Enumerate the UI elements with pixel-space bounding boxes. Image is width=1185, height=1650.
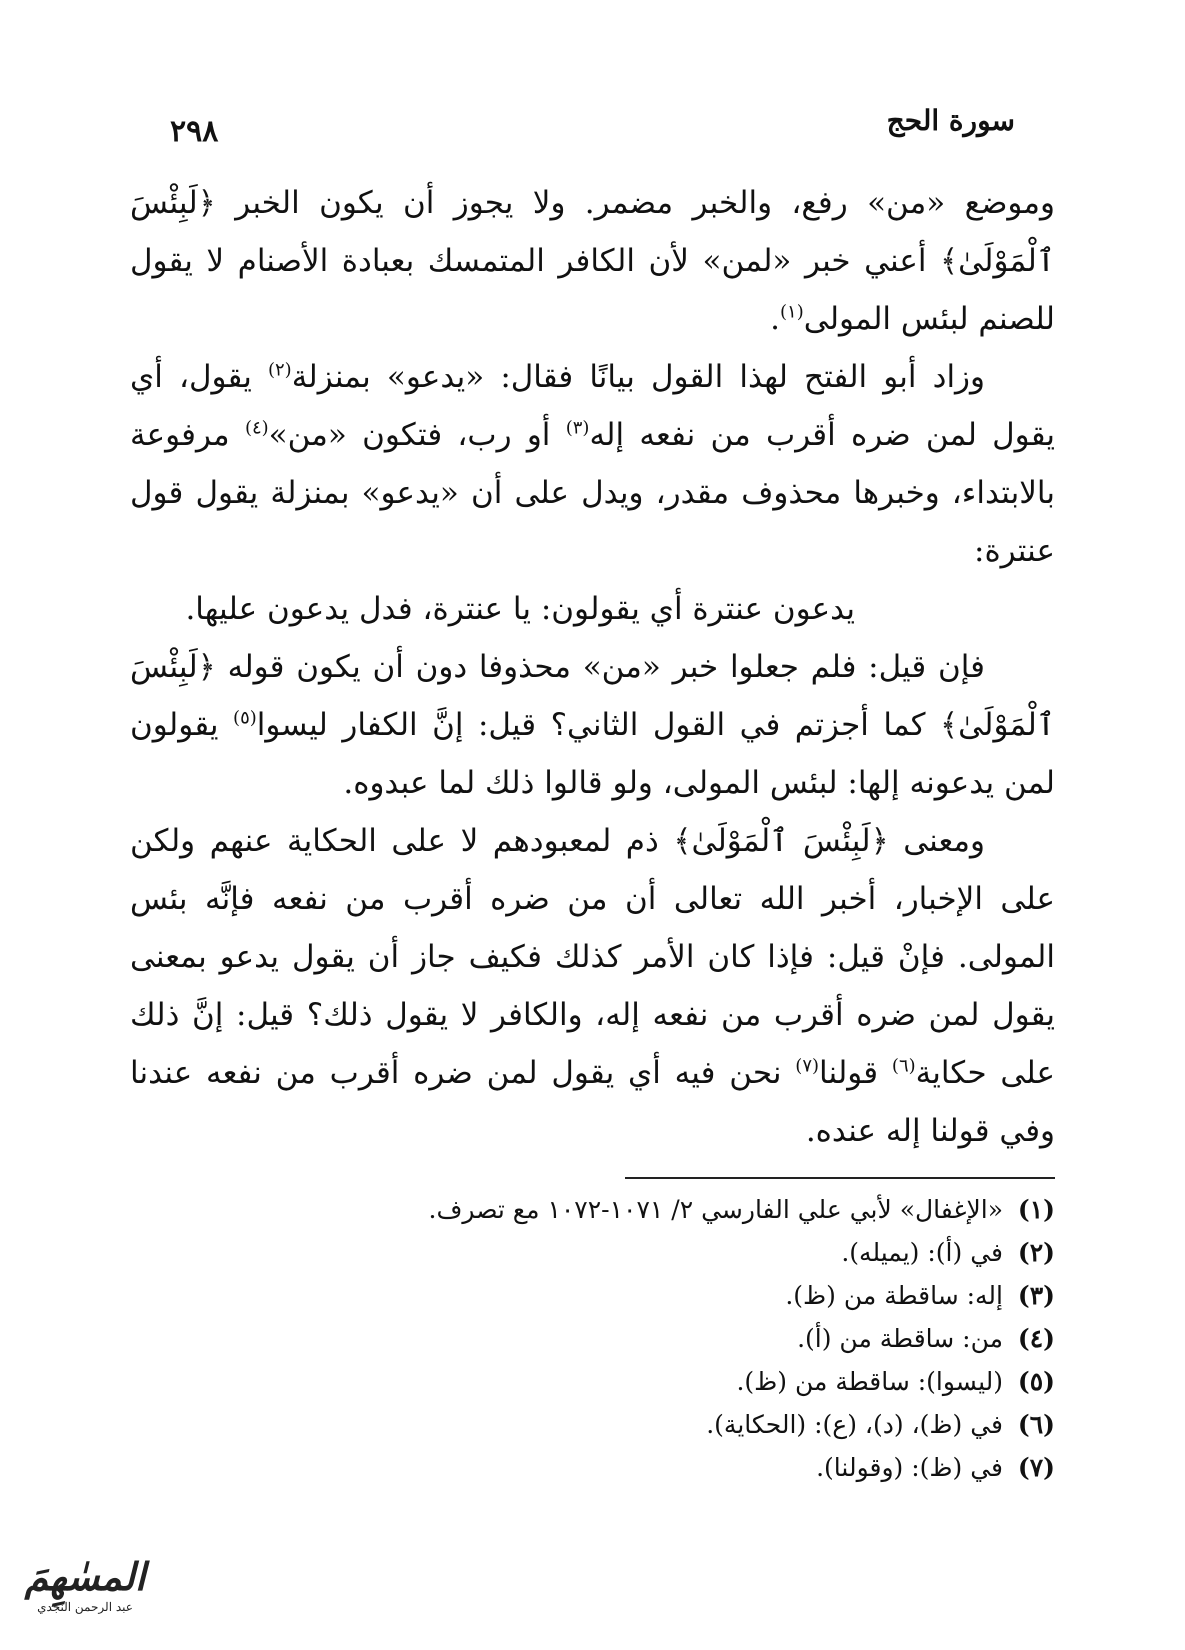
paragraph-text: يقول، أي يقول لمن ضره أقرب من نفعه إله xyxy=(130,359,1056,453)
footnote-number: (٦) xyxy=(1017,1410,1055,1439)
paragraph-text: فإن قيل: فلم جعلوا خبر «من» محذوفا دون أن يكون قوله ﴿لَبِئْسَ ٱلْمَوْلَىٰ﴾ كما أجزتم في القول الثاني؟ قيل: إنَّ الكفار ليسوا xyxy=(130,649,1055,743)
footnote-text: إله: ساقطة من (ظ). xyxy=(785,1281,1003,1310)
paragraph-text: مرفوعة بالابتداء، وخبرها محذوف مقدر، ويدل على أن «يدعو» بمنزلة يقول قول عنترة: xyxy=(130,417,1055,569)
paragraph-text: أو رب، فتكون «من» xyxy=(268,417,566,453)
footnote-ref-3: (٣) xyxy=(565,417,590,439)
footnote-text: «الإغفال» لأبي علي الفارسي ٢/ ١٠٧١-١٠٧٢ مع تصرف. xyxy=(428,1195,1003,1224)
verse-line: يدعون عنترة أي يقولون: يا عنترة، فدل يدعون عليها. xyxy=(185,591,855,627)
page-number: ٢٩٨ xyxy=(170,114,219,149)
footnote-ref-6: (٦) xyxy=(891,1055,916,1077)
footnote-item xyxy=(130,1360,1055,1403)
footnote-number: (١) xyxy=(1017,1195,1055,1224)
footnote-text: (ليسوا): ساقطة من (ظ). xyxy=(736,1367,1003,1396)
footnote-ref-5: (٥) xyxy=(233,707,257,729)
footnotes xyxy=(130,1188,1055,1489)
paragraph-text: وموضع «من» رفع، والخبر مضمر. ولا يجوز أن يكون الخبر ﴿لَبِئْسَ ٱلْمَوْلَىٰ﴾ أعني خبر «لمن» لأن الكافر المتمسك بعبادة الأصنام لا يقول للصنم لبئس المولى xyxy=(130,185,1055,337)
paragraph-text: ومعنى ﴿لَبِئْسَ ٱلْمَوْلَىٰ﴾ ذم لمعبودهم لا على الحكاية عنهم ولكن على الإخبار، أخبر الله تعالى أن من ضره أقرب من نفعه فإنَّه بئس المولى. فإنْ قيل: فإذا كان الأمر كذلك فكيف جاز أن يقول يدعو بمعنى يقول لمن ضره أقرب من نفعه إله، والكافر لا يقول ذلك؟ قيل: إنَّ ذلك على حكاية xyxy=(130,823,1056,1091)
footnote-number: (٥) xyxy=(1017,1367,1055,1396)
footnote-text: من: ساقطة من (أ). xyxy=(797,1324,1003,1353)
footnote-item xyxy=(130,1317,1055,1360)
paragraph-4 xyxy=(130,812,1055,1160)
watermark-sub: عبد الرحمن النجدي xyxy=(37,1600,133,1614)
footnote-number: (٤) xyxy=(1017,1324,1055,1353)
surah-title: سورة الحج xyxy=(886,104,1015,137)
footnote-number: (٢) xyxy=(1017,1238,1055,1267)
footnote-text: في (أ): (يميله). xyxy=(841,1238,1003,1267)
paragraph-text: نحن فيه أي يقول لمن ضره أقرب من نفعه عندنا وفي قولنا إله عنده. xyxy=(130,1055,1055,1149)
paragraph-text: . xyxy=(770,301,781,337)
paragraph-text: قولنا xyxy=(819,1055,892,1091)
paragraph-2 xyxy=(130,348,1055,580)
paragraph-1 xyxy=(130,174,1055,348)
watermark-main: المسٰهِمَ xyxy=(24,1554,146,1599)
footnote-text: في (ظ): (وقولنا). xyxy=(816,1453,1003,1482)
paragraph-3 xyxy=(130,638,1055,812)
footnote-number: (٣) xyxy=(1017,1281,1055,1310)
footnote-item xyxy=(130,1188,1055,1231)
footnote-divider xyxy=(625,1177,1055,1179)
footnote-item xyxy=(130,1403,1055,1446)
footnote-ref-4: (٤) xyxy=(244,417,269,439)
footnote-text: في (ظ)، (د)، (ع): (الحكاية). xyxy=(706,1410,1003,1439)
main-text xyxy=(130,174,1055,1160)
footnote-number: (٧) xyxy=(1017,1453,1055,1482)
footnote-ref-1: (١) xyxy=(780,301,804,323)
footnote-item xyxy=(130,1274,1055,1317)
paragraph-text: وزاد أبو الفتح لهذا القول بيانًا فقال: «يدعو» بمنزلة xyxy=(291,359,985,395)
paragraph-text: يقولون لمن يدعونه إلها: لبئس المولى، ولو قالوا ذلك لما عبدوه. xyxy=(130,707,1055,801)
page-header xyxy=(130,96,1055,156)
watermark-logo xyxy=(20,1555,150,1635)
footnote-ref-2: (٢) xyxy=(267,359,292,381)
footnote-ref-7: (٧) xyxy=(795,1055,820,1077)
footnote-item xyxy=(130,1446,1055,1489)
footnote-item xyxy=(130,1231,1055,1274)
